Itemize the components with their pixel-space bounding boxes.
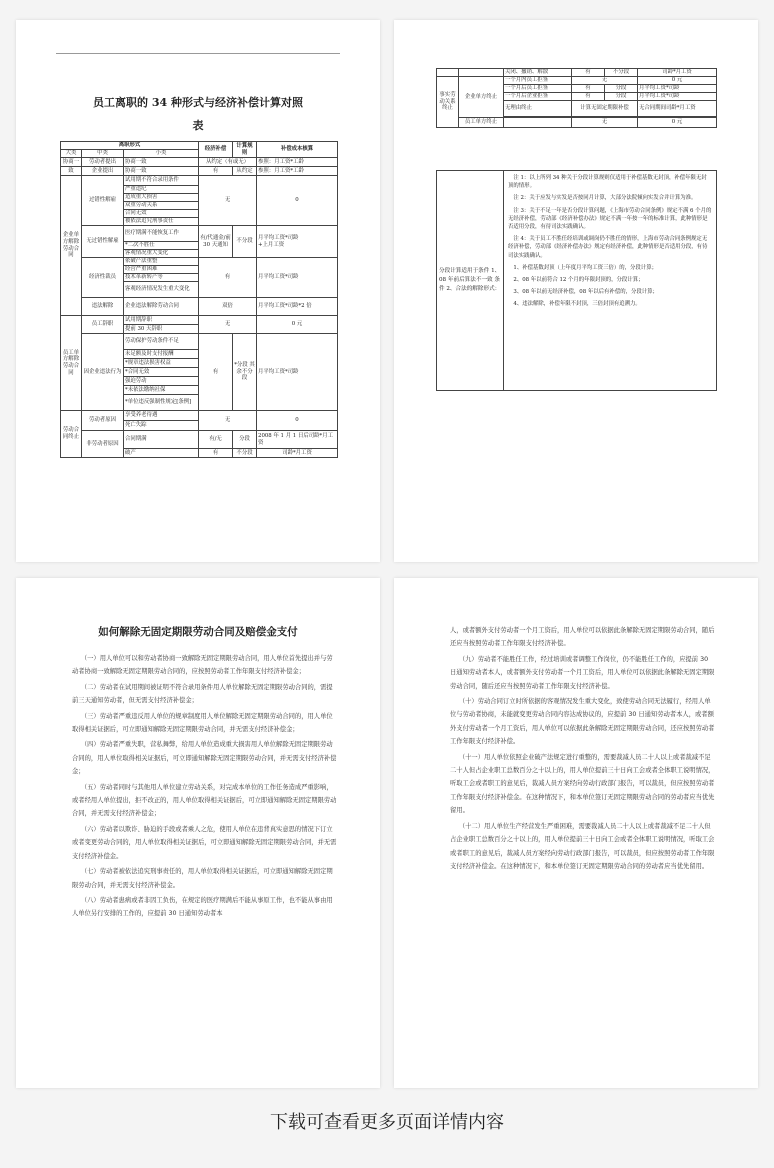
cell: 2008 年 1 月 1 日后司龄*月工资 <box>257 431 338 449</box>
cell: 有 <box>199 449 233 458</box>
notes-cell <box>504 171 717 391</box>
note: 注 1：以上所列 34 种关于分段计算规则仅适用于补偿基数无封顶，补偿年限无封顶的情形。 <box>508 175 707 190</box>
cat-employee-cause: 劳动者原因 <box>82 411 124 431</box>
cell: 月平均工资*司龄 <box>638 93 717 101</box>
cell: 0 <box>257 176 338 226</box>
cell: 不分段 <box>605 69 638 77</box>
cell: 关闭、撤销、解散 <box>504 69 572 77</box>
cell-line: +上月工资 <box>258 241 285 248</box>
cell: 试用期不符合录用条件 <box>124 176 199 186</box>
cell: 客观情况重大变化 <box>124 250 199 258</box>
cell: 劳动保护劳动条件不足 <box>124 334 199 350</box>
note: 4、违法解除，补偿年限不封顶，三倍封顶有追溯力。 <box>513 301 641 308</box>
paragraph: （五）劳动者同时与其他用人单位建立劳动关系，对完成本单位的工作任务造成严重影响，或者经用人单位提出，拒不改正的，用人单位取得相关证据后，可立即通知解除无固定期限劳动合同，并无需支付经济补偿金； <box>72 783 337 818</box>
cell: 强迫劳动 <box>124 377 199 386</box>
cat-employee-termination: 员工单方解除劳动合同 <box>61 316 82 411</box>
cell: 提前 30 天辞职 <box>124 325 199 334</box>
paragraph: 人，或者额外支付劳动者一个月工资后，用人单位可以依据此条解除无固定期限劳动合同，随后还应当按照劳动者工作年限支付经济补偿。 <box>450 627 715 648</box>
cell: *合同无效 <box>124 368 199 377</box>
cell: *未依法缴纳社保 <box>124 386 199 395</box>
cell: 分段 <box>605 85 638 93</box>
paragraph: （一）用人单位可以和劳动者协商一致解除无固定期限劳动合同，用人单位首先提出并与劳动者协商一致解除无固定期限劳动合同的，应按照劳动者工作年限支付经济补偿金； <box>72 655 333 676</box>
cell: 依破产法重整 <box>124 258 199 266</box>
cell: 医疗期满不能恢复工作 <box>124 226 199 242</box>
cell: 计算无固定期限补偿 <box>572 101 638 117</box>
cell: 企业违法解除劳动合同 <box>124 298 199 316</box>
cell: 有/无 <box>199 431 233 449</box>
cell: 劳动者提出 <box>82 158 124 167</box>
cell: 有/代通金/前 30 天通知 <box>199 226 233 258</box>
cell: 0 元 <box>638 77 717 85</box>
cat-contract-end: 劳动合同终止 <box>61 411 82 458</box>
note: 注 4：关于员工不胜任经培训或调岗仍不胜任的情形，上海市劳动合同条例规定无经济补偿，劳动部《经济补偿办法》规定有经济补偿，此种情形是否适用分段，有待司法实践确认。 <box>508 236 708 259</box>
cell: 有 <box>199 258 257 298</box>
doc-title-line1: 员工离职的 34 种形式与经济补偿计算对照 <box>93 96 303 109</box>
note: 3、08 年以前无经济补偿，08 年以后有补偿的，分段计算； <box>513 289 658 296</box>
cell: 无 <box>199 316 257 334</box>
cell: 无理由终止 <box>504 101 572 117</box>
download-more-link[interactable]: 下载可查看更多页面详情内容 <box>270 1112 504 1133</box>
cell: 未足额及时支付报酬 <box>124 350 199 359</box>
cell: 破产 <box>124 449 199 458</box>
hdr-mid: 中类 <box>82 150 124 158</box>
cell: 死亡失踪 <box>124 421 199 431</box>
cell: 协商一致 <box>124 167 199 176</box>
cell: 无合同期间司龄*月工资 <box>638 101 717 117</box>
hdr-small: 小类 <box>124 150 199 158</box>
cat-employer-violation: 因企业违法行为 <box>82 334 124 411</box>
cell: 0 <box>257 411 338 431</box>
cat-resignation: 员工辞职 <box>82 316 124 334</box>
cell: 客观经济情况发生重大变化 <box>124 282 199 298</box>
hdr-comp: 经济补偿 <box>199 142 233 158</box>
cell: 合同期满 <box>124 431 199 449</box>
cell: 协商一致 <box>124 158 199 167</box>
cell: 协商一 <box>61 158 82 167</box>
note: 1、补偿基数封顶（上年度月平均工资三倍）的，分段计算； <box>513 264 657 271</box>
cell: 造成重大损害 <box>124 194 199 202</box>
cell: 有 <box>199 334 233 411</box>
cell: *分段 其余不分段 <box>233 334 257 411</box>
hdr-form: 离职形式 <box>61 142 199 150</box>
paragraph: （九）劳动者不能胜任工作，经过培训或者调整工作岗位，仍不能胜任工作的，应提前 30 日通知劳动者本人，或者额外支付劳动者一个月工资后，用人单位可以依据此条解除无固定期限劳动合同，随后还应当按照劳动者工作年限支付经济补偿。 <box>450 655 715 690</box>
cell: 从约定（有或无） <box>199 158 257 167</box>
paragraph: （六）劳动者以欺诈、胁迫的手段或者乘人之危，使用人单位在违背真实意思的情况下订立或者变更劳动合同的，用人单位取得相关证据后，可立即通知解除无固定期限劳动合同，并无需支付经济补偿金。 <box>72 825 337 860</box>
cell: 司龄*月工资 <box>638 69 717 77</box>
cell: 月平均工资*司龄 <box>257 258 338 298</box>
article-body-2 <box>450 624 716 875</box>
cell: 合同无效 <box>124 210 199 218</box>
article-body-1 <box>72 652 338 923</box>
cell: 有 <box>572 69 605 77</box>
cell: 有 <box>199 167 233 176</box>
cell: 享受养老待遇 <box>124 411 199 421</box>
cat-employer-termination: 企业单方解除劳动合同 <box>61 176 82 316</box>
cell: 无 <box>199 176 257 226</box>
cell: 双重劳动关系 <box>124 202 199 210</box>
cell <box>437 69 459 77</box>
cell: 月平均工资*司龄 <box>257 334 338 411</box>
cell: 0 元 <box>638 118 717 128</box>
paragraph: （三）劳动者严重违反用人单位的规章制度用人单位解除无固定期限劳动合同的，用人单位取得相关证据后，可立即通知解除无固定期限劳动合同，并无需支付经济补偿金； <box>72 712 333 734</box>
cell: 企业提出 <box>82 167 124 176</box>
cat-fault-dismissal: 过错性解雇 <box>82 176 124 226</box>
cell: 参照：月工资*工龄 <box>257 158 338 167</box>
notes-table <box>436 170 717 391</box>
cat-fact-labor-end: 事实劳动关系终止 <box>437 77 459 128</box>
cell: 一个月后企业拒签 <box>504 93 572 101</box>
note: 注 3：关于不足一年是否分段计算问题，《上海市劳动合同条例》规定不满 6 个月的无经济补偿，劳动部《经济补偿办法》规定不满一年按一年的标准计算，此种情形是否适用分段，有待司法实践确认。 <box>508 207 712 231</box>
note: 注 2：关于应发与实发是否按同月计算，大部分法院倾向实发合并计算为准。 <box>513 195 697 202</box>
hdr-cost: 补偿成本核算 <box>257 142 338 158</box>
document-page-2 <box>394 20 758 562</box>
cell: 不分段 <box>233 226 257 258</box>
hdr-rule: 计算规则 <box>233 142 257 158</box>
page-top-rule <box>56 53 340 54</box>
paragraph: （二）劳动者在试用期间被证明不符合录用条件用人单位解除无固定期限劳动合同的，需提前三天通知劳动者，但无需支付经济补偿金； <box>72 683 333 705</box>
cell: 试用期辞职 <box>124 316 199 325</box>
cell: *二次不胜任 <box>124 242 199 250</box>
paragraph: （十一）用人单位依照企业破产法规定进行重整的，需要裁减人员二十人以上或者裁减不足二十人但占企业职工总数百分之十以上的，用人单位提前三十日向工会或者全体职工说明情况，听取工会或者职工的意见后，裁减人员方案经向劳动行政部门报告，可以裁员，但应按照劳动者工作年限支付经济补偿金。在这种情况下，和本单位签订无固定期限劳动合同的劳动者应当优先留用。 <box>450 753 715 815</box>
doc-title-line2: 表 <box>192 119 204 132</box>
hdr-big: 大类 <box>61 150 82 158</box>
paragraph: （十）劳动合同订立时所依据的客观情况发生重大变化，致使劳动合同无法履行，经用人单位与劳动者协商，未能就变更劳动合同内容达成协议的，应提前 30 日通知劳动者本人，或者额外支付劳动者一个月工资后，用人单位可以依据此条解除无固定期限劳动合同，还应按照劳动者工作年限支付经济补偿。 <box>450 698 715 746</box>
cell <box>504 118 572 128</box>
cell: 从约定 <box>233 167 257 176</box>
cell: 无 <box>199 411 257 431</box>
cell: 月平均工资*司龄 <box>638 85 717 93</box>
fact-relation-table <box>436 68 717 128</box>
cell: 不分段 <box>233 449 257 458</box>
cell <box>459 69 504 77</box>
document-page-1 <box>16 20 380 562</box>
article-title: 如何解除无固定期限劳动合同及赔偿金支付 <box>98 626 298 638</box>
paragraph: （四）劳动者严重失职，营私舞弊，给用人单位造成重大损害用人单位解除无固定期限劳动合同的，用人单位取得相关证据后，可立即通知解除无固定期限劳动合同，并无需支付经济补偿金； <box>72 741 337 776</box>
cell: *单位违反强制性规定[条例] <box>124 395 199 411</box>
cell: 月平均工资*司龄*2 倍 <box>257 298 338 316</box>
cat-employer-end: 企业单方终止 <box>459 77 504 118</box>
cell: 分段 <box>233 431 257 449</box>
cell: 经营严重困难 <box>124 266 199 274</box>
cell-line: 月平均工资*司龄 <box>258 234 299 241</box>
cat-employee-end: 员工单方终止 <box>459 118 504 128</box>
note: 2、08 年以前符合 12 个月的年限封顶的，分段计算； <box>513 277 644 284</box>
separation-table <box>60 141 338 458</box>
cell: 有 <box>572 85 605 93</box>
cell: 0 元 <box>257 316 338 334</box>
cat-economic-layoff: 经济性裁员 <box>82 258 124 298</box>
cell: 有 <box>572 93 605 101</box>
paragraph: （七）劳动者被依法追究刑事责任的，用人单位取得相关证据后，可立即通知解除无固定期限劳动合同，并无需支付经济补偿金。 <box>72 868 333 889</box>
cat-non-employee-cause: 非劳动者原因 <box>82 431 124 458</box>
cell <box>257 226 338 258</box>
document-page-3 <box>16 578 380 1088</box>
cell: *规章违法损害权益 <box>124 359 199 368</box>
cell: 一个月内员工拒签 <box>504 77 572 85</box>
cell: 司龄*月工资 <box>257 449 338 458</box>
cell: 分段 <box>605 93 638 101</box>
paragraph: （十二）用人单位生产经营发生严重困难，需要裁减人员二十人以上或者裁减不足二十人但占企业职工总数百分之十以上的，用人单位提前三十日向工会或者全体职工说明情况，听取工会或者职工的意见后，裁减人员方案经向劳动行政部门报告，可以裁员，但应按照劳动者工作年限支付经济补偿金。在这种情况下，和本单位签订无固定期限劳动合同的劳动者应当优先留用。 <box>450 822 715 870</box>
cell: 参照：月工资*工龄 <box>257 167 338 176</box>
cell: 一个月后员工拒签 <box>504 85 572 93</box>
cell: 被依法追究刑事责任 <box>124 218 199 226</box>
cat-illegal-termination: 违法解除 <box>82 298 124 316</box>
cat-no-fault-dismissal: 无过错性解雇 <box>82 226 124 258</box>
segment-conditions: 分段计算适用于条件 1、08 年前后算法不一致 条件 2、合法的解除形式： <box>437 171 504 391</box>
cell: 致 <box>61 167 82 176</box>
cell: 无 <box>572 77 638 85</box>
paragraph: （八）劳动者患病或者非因工负伤，在规定的医疗期满后不能从事原工作，也不能从事由用人单位另行安排的工作的，应提前 30 日通知劳动者本 <box>72 896 333 918</box>
cell: 双倍 <box>199 298 257 316</box>
cell: 严重违纪 <box>124 186 199 194</box>
cell: 技术革新转产等 <box>124 274 199 282</box>
document-page-4 <box>394 578 758 1088</box>
cell: 无 <box>572 118 638 128</box>
